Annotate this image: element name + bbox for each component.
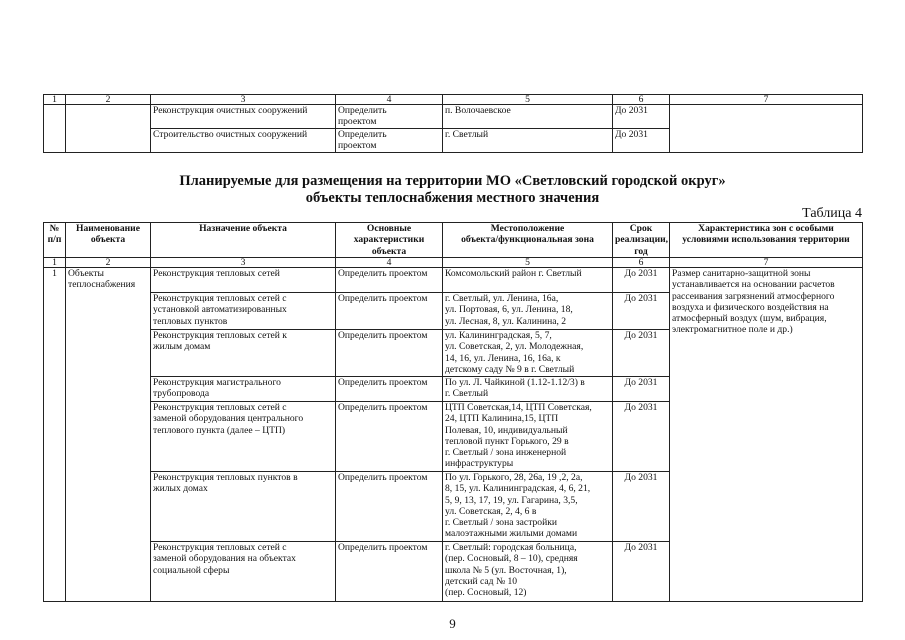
column-number: 1 bbox=[44, 258, 66, 268]
purpose-cell: Реконструкция тепловых сетей bbox=[151, 268, 336, 293]
location-cell: По ул. Л. Чайкиной (1.12-1.12/3) в г. Светлый bbox=[443, 377, 613, 402]
column-number: 7 bbox=[670, 258, 863, 268]
header-row bbox=[44, 223, 863, 258]
page-number: 9 bbox=[449, 616, 456, 631]
column-number: 5 bbox=[443, 258, 613, 268]
table-row bbox=[44, 105, 863, 129]
location-cell: г. Светлый: городская больница, (пер. Сосновый, 8 – 10), средняя школа № 5 (ул. Восточная, 1), детский сад № 10 (пер. Сосновый, 12) bbox=[443, 542, 613, 602]
column-number: 4 bbox=[336, 258, 443, 268]
purpose-cell: Реконструкция тепловых пунктов в жилых домах bbox=[151, 472, 336, 542]
table-caption: Таблица 4 bbox=[802, 206, 862, 221]
column-number: 5 bbox=[443, 95, 613, 105]
term-cell: До 2031 bbox=[613, 377, 670, 402]
purpose-cell: Реконструкция магистрального трубопровода bbox=[151, 377, 336, 402]
term-cell: До 2031 bbox=[613, 129, 670, 153]
term-cell: До 2031 bbox=[613, 105, 670, 129]
header-purpose: Назначение объекта bbox=[151, 223, 336, 258]
table-row bbox=[44, 268, 863, 293]
term-cell: До 2031 bbox=[613, 472, 670, 542]
purpose-cell: Реконструкция тепловых сетей с заменой оборудования на объектах социальной сферы bbox=[151, 542, 336, 602]
term-cell: До 2031 bbox=[613, 293, 670, 330]
purpose-cell: Реконструкция тепловых сетей к жилым домам bbox=[151, 330, 336, 377]
term-cell: До 2031 bbox=[613, 402, 670, 472]
column-number: 6 bbox=[613, 258, 670, 268]
term-cell: До 2031 bbox=[613, 330, 670, 377]
group-name-cell: Объекты теплоснабжения bbox=[66, 268, 151, 602]
zones-cell bbox=[670, 105, 863, 153]
location-cell: По ул. Горького, 28, 26а, 19 ,2, 2а, 8, 15, ул. Калининградская, 4, 6, 21, 5, 9, 13, 17, 19, ул. Гагарина, 3,5, ул. Советская, 2, 4, 6 в г. Светлый / зона застройки малоэтажными жилыми домами bbox=[443, 472, 613, 542]
column-number: 1 bbox=[44, 95, 66, 105]
characteristics-cell: Определить проектом bbox=[336, 542, 443, 602]
column-number-row bbox=[44, 95, 863, 105]
term-cell: До 2031 bbox=[613, 268, 670, 293]
heat-supply-table bbox=[43, 222, 863, 602]
column-number: 3 bbox=[151, 95, 336, 105]
characteristics-cell: Определить проектом bbox=[336, 472, 443, 542]
characteristics-cell: Определить проектом bbox=[336, 330, 443, 377]
column-number: 3 bbox=[151, 258, 336, 268]
header-characteristics: Основные характеристики объекта bbox=[336, 223, 443, 258]
column-number: 4 bbox=[336, 95, 443, 105]
purpose-cell: Реконструкция очистных сооружений bbox=[151, 105, 336, 129]
purpose-cell: Строительство очистных сооружений bbox=[151, 129, 336, 153]
section-heading: объекты теплоснабжения местного значения bbox=[305, 190, 600, 206]
characteristics-cell: Определить проектом bbox=[336, 268, 443, 293]
name-cell bbox=[66, 105, 151, 153]
location-cell: Комсомольский район г. Светлый bbox=[443, 268, 613, 293]
column-number: 6 bbox=[613, 95, 670, 105]
header-term: Срок реализации, год bbox=[613, 223, 670, 258]
num-cell bbox=[44, 105, 66, 153]
column-number: 7 bbox=[670, 95, 863, 105]
location-cell: п. Волочаевское bbox=[443, 105, 613, 129]
purpose-cell: Реконструкция тепловых сетей с установкой автоматизированных тепловых пунктов bbox=[151, 293, 336, 330]
characteristics-cell: Определить проектом bbox=[336, 377, 443, 402]
header-location: Местоположение объекта/функциональная зона bbox=[443, 223, 613, 258]
zones-cell: Размер санитарно-защитной зоны устанавливается на основании расчетов рассеивания загрязнений атмосферного воздуха и физического воздействия на атмосферный воздух (шум, вибрация, электромагнитное поле и др.) bbox=[670, 268, 863, 602]
characteristics-cell: Определить проектом bbox=[336, 129, 443, 153]
column-number: 2 bbox=[66, 95, 151, 105]
location-cell: ул. Калининградская, 5, 7, ул. Советская, 2, ул. Молодежная, 14, 16, ул. Ленина, 16, 16а, к детскому саду № 9 в г. Светлый bbox=[443, 330, 613, 377]
column-number-row bbox=[44, 258, 863, 268]
location-cell: ЦТП Советская,14, ЦТП Советская, 24, ЦТП Калинина,15, ЦТП Полевая, 10, индивидуальный тепловой пункт Горького, 29 в г. Светлый / зона инженерной инфраструктуры bbox=[443, 402, 613, 472]
characteristics-cell: Определить проектом bbox=[336, 293, 443, 330]
section-heading: Планируемые для размещения на территории МО «Светловский городской округ» bbox=[179, 173, 726, 189]
header-num: № п/п bbox=[44, 223, 66, 258]
term-cell: До 2031 bbox=[613, 542, 670, 602]
location-cell: г. Светлый, ул. Ленина, 16а, ул. Портовая, 6, ул. Ленина, 18, ул. Лесная, 8, ул. Калинина, 2 bbox=[443, 293, 613, 330]
header-zones: Характеристика зон с особыми условиями использования территории bbox=[670, 223, 863, 258]
header-name: Наименование объекта bbox=[66, 223, 151, 258]
column-number: 2 bbox=[66, 258, 151, 268]
purpose-cell: Реконструкция тепловых сетей с заменой оборудования центрального теплового пункта (далее – ЦТП) bbox=[151, 402, 336, 472]
location-cell: г. Светлый bbox=[443, 129, 613, 153]
characteristics-cell: Определить проектом bbox=[336, 402, 443, 472]
continuation-table bbox=[43, 94, 863, 153]
characteristics-cell: Определить проектом bbox=[336, 105, 443, 129]
group-num-cell: 1 bbox=[44, 268, 66, 602]
